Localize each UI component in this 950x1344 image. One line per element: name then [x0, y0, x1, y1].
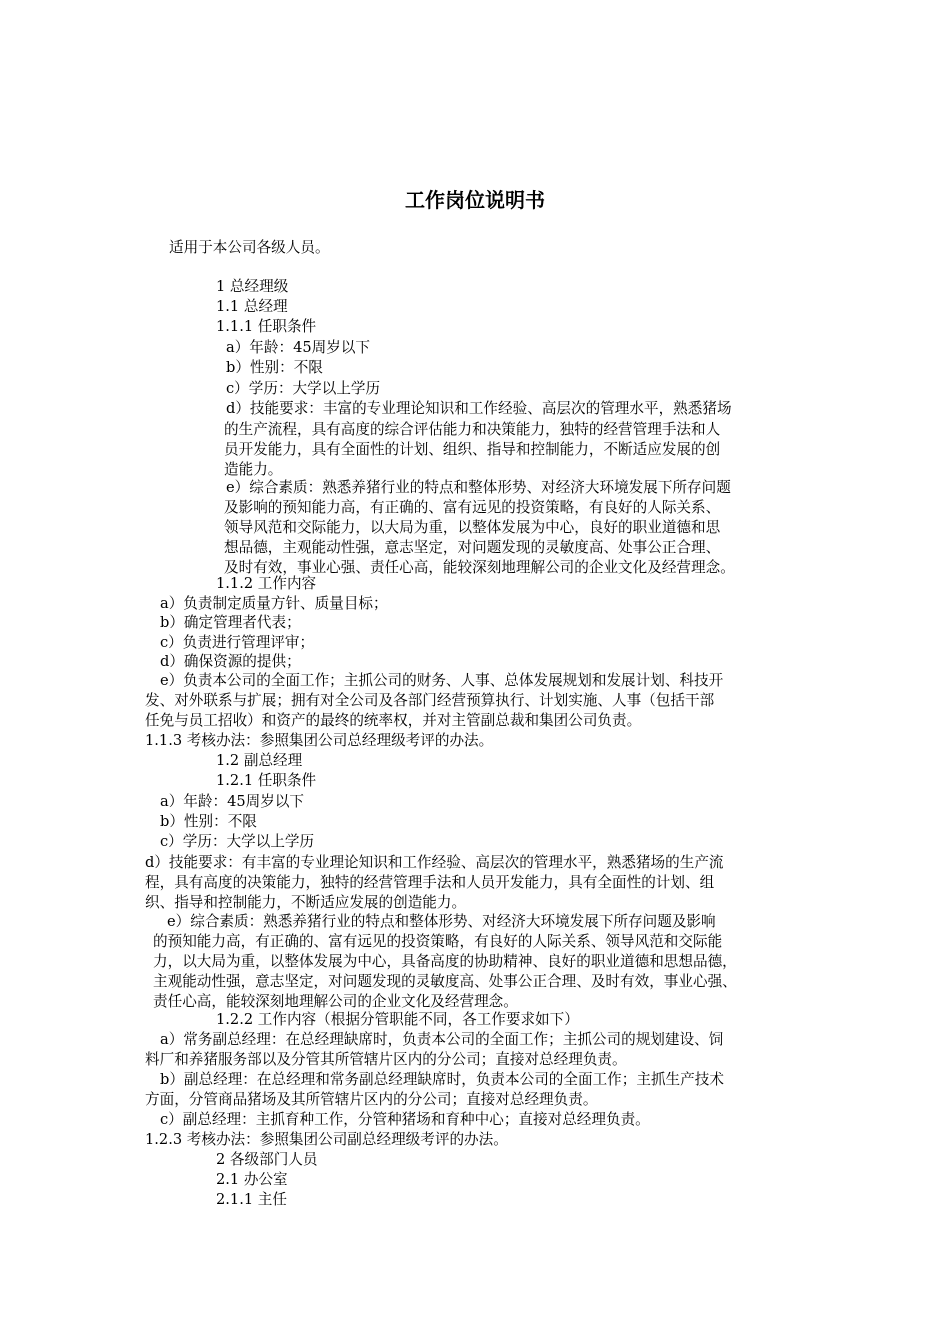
gm-duty-e-line: 发、对外联系与扩展；拥有对全公司及各部门经营预算执行、计划实施、人事（包括干部: [145, 692, 715, 709]
section-1-2-1-heading: 1.2.1 任职条件: [216, 772, 317, 789]
deputy-duty-c: c）副总经理：主抓育种工作，分管种猪场和育种中心；直接对总经理负责。: [160, 1111, 650, 1128]
deputy-age: a）年龄：45周岁以下: [160, 793, 305, 810]
deputy-quality-line: 力，以大局为重，以整体发展为中心，具备高度的协助精神、良好的职业道德和思想品德，: [153, 953, 737, 970]
intro-text: 适用于本公司各级人员。: [169, 239, 330, 256]
gm-quality-line: 领导风范和交际能力，以大局为重，以整体发展为中心，良好的职业道德和思: [224, 519, 721, 536]
gm-duty-item: b）确定管理者代表；: [160, 614, 301, 631]
gm-duty-item: d）确保资源的提供；: [160, 653, 301, 670]
gm-assessment: 1.1.3 考核办法：参照集团公司总经理级考评的办法。: [145, 732, 494, 749]
section-1-2-2-heading: 1.2.2 工作内容（根据分管职能不同，各工作要求如下）: [216, 1011, 579, 1028]
gm-quality-line: e）综合素质：熟悉养猪行业的特点和整体形势、对经济大环境发展下所存问题: [226, 479, 731, 496]
gm-gender: b）性别：不限: [226, 359, 323, 376]
gm-skills-line: d）技能要求：丰富的专业理论知识和工作经验、高层次的管理水平，熟悉猪场: [226, 400, 732, 417]
section-1-heading: 1 总经理级: [216, 278, 289, 295]
deputy-education: c）学历：大学以上学历: [160, 833, 315, 850]
deputy-skills-line: d）技能要求：有丰富的专业理论知识和工作经验、高层次的管理水平，熟悉猪场的生产流: [145, 854, 724, 871]
deputy-quality-line: 责任心高，能较深刻地理解公司的企业文化及经营理念。: [153, 993, 518, 1010]
deputy-assessment: 1.2.3 考核办法：参照集团公司副总经理级考评的办法。: [145, 1131, 508, 1148]
section-1-2-heading: 1.2 副总经理: [216, 752, 303, 769]
deputy-duty-b-line: 方面，分管商品猪场及其所管辖片区内的分公司；直接对总经理负责。: [145, 1091, 598, 1108]
gm-skills-line: 的生产流程，具有高度的综合评估能力和决策能力，独特的经营管理手法和人: [224, 421, 721, 438]
deputy-gender: b）性别：不限: [160, 813, 257, 830]
deputy-skills-line: 程，具有高度的决策能力，独特的经营管理手法和人员开发能力，具有全面性的计划、组: [145, 874, 715, 891]
section-2-1-1-heading: 2.1.1 主任: [216, 1191, 287, 1208]
gm-quality-line: 想品德，主观能动性强，意志坚定，对问题发现的灵敏度高、处事公正合理、: [224, 539, 721, 556]
gm-age: a）年龄：45周岁以下: [226, 339, 371, 356]
deputy-quality-line: 主观能动性强，意志坚定，对问题发现的灵敏度高、处事公正合理、及时有效，事业心强、: [153, 973, 737, 990]
deputy-duty-a-line: 料厂和养猪服务部以及分管其所管辖片区内的分公司；直接对总经理负责。: [145, 1051, 627, 1068]
gm-quality-line: 及时有效，事业心强、责任心高，能较深刻地理解公司的企业文化及经营理念。: [224, 559, 735, 576]
deputy-quality-line: 的预知能力高，有正确的、富有远见的投资策略，有良好的人际关系、领导风范和交际能: [153, 933, 723, 950]
deputy-duty-b-line: b）副总经理：在总经理和常务副总经理缺席时，负责本公司的全面工作；主抓生产技术: [160, 1071, 724, 1088]
section-1-1-heading: 1.1 总经理: [216, 298, 288, 315]
deputy-quality-line: e）综合素质：熟悉养猪行业的特点和整体形势、对经济大环境发展下所存问题及影响: [167, 913, 716, 930]
deputy-skills-line: 织、指导和控制能力，不断适应发展的创造能力。: [145, 894, 467, 911]
gm-education: c）学历：大学以上学历: [226, 380, 381, 397]
section-2-1-heading: 2.1 办公室: [216, 1171, 288, 1188]
gm-skills-line: 员开发能力，具有全面性的计划、组织、指导和控制能力，不断适应发展的创: [224, 441, 721, 458]
page-title: 工作岗位说明书: [405, 188, 545, 212]
gm-duty-item: c）负责进行管理评审；: [160, 634, 315, 651]
section-1-1-1-heading: 1.1.1 任职条件: [216, 318, 317, 335]
gm-quality-line: 及影响的预知能力高，有正确的、富有远见的投资策略，有良好的人际关系、: [224, 499, 721, 516]
gm-duty-e-line: e）负责本公司的全面工作；主抓公司的财务、人事、总体发展规划和发展计划、科技开: [160, 672, 724, 689]
gm-duty-item: a）负责制定质量方针、质量目标；: [160, 595, 388, 612]
section-1-1-2-heading: 1.1.2 工作内容: [216, 575, 317, 592]
gm-skills-line: 造能力。: [224, 461, 283, 478]
deputy-duty-a-line: a）常务副总经理：在总经理缺席时，负责本公司的全面工作；主抓公司的规划建设、饲: [160, 1031, 724, 1048]
gm-duty-e-line: 任免与员工招收）和资产的最终的统率权，并对主管副总裁和集团公司负责。: [145, 712, 642, 729]
section-2-heading: 2 各级部门人员: [216, 1151, 318, 1168]
